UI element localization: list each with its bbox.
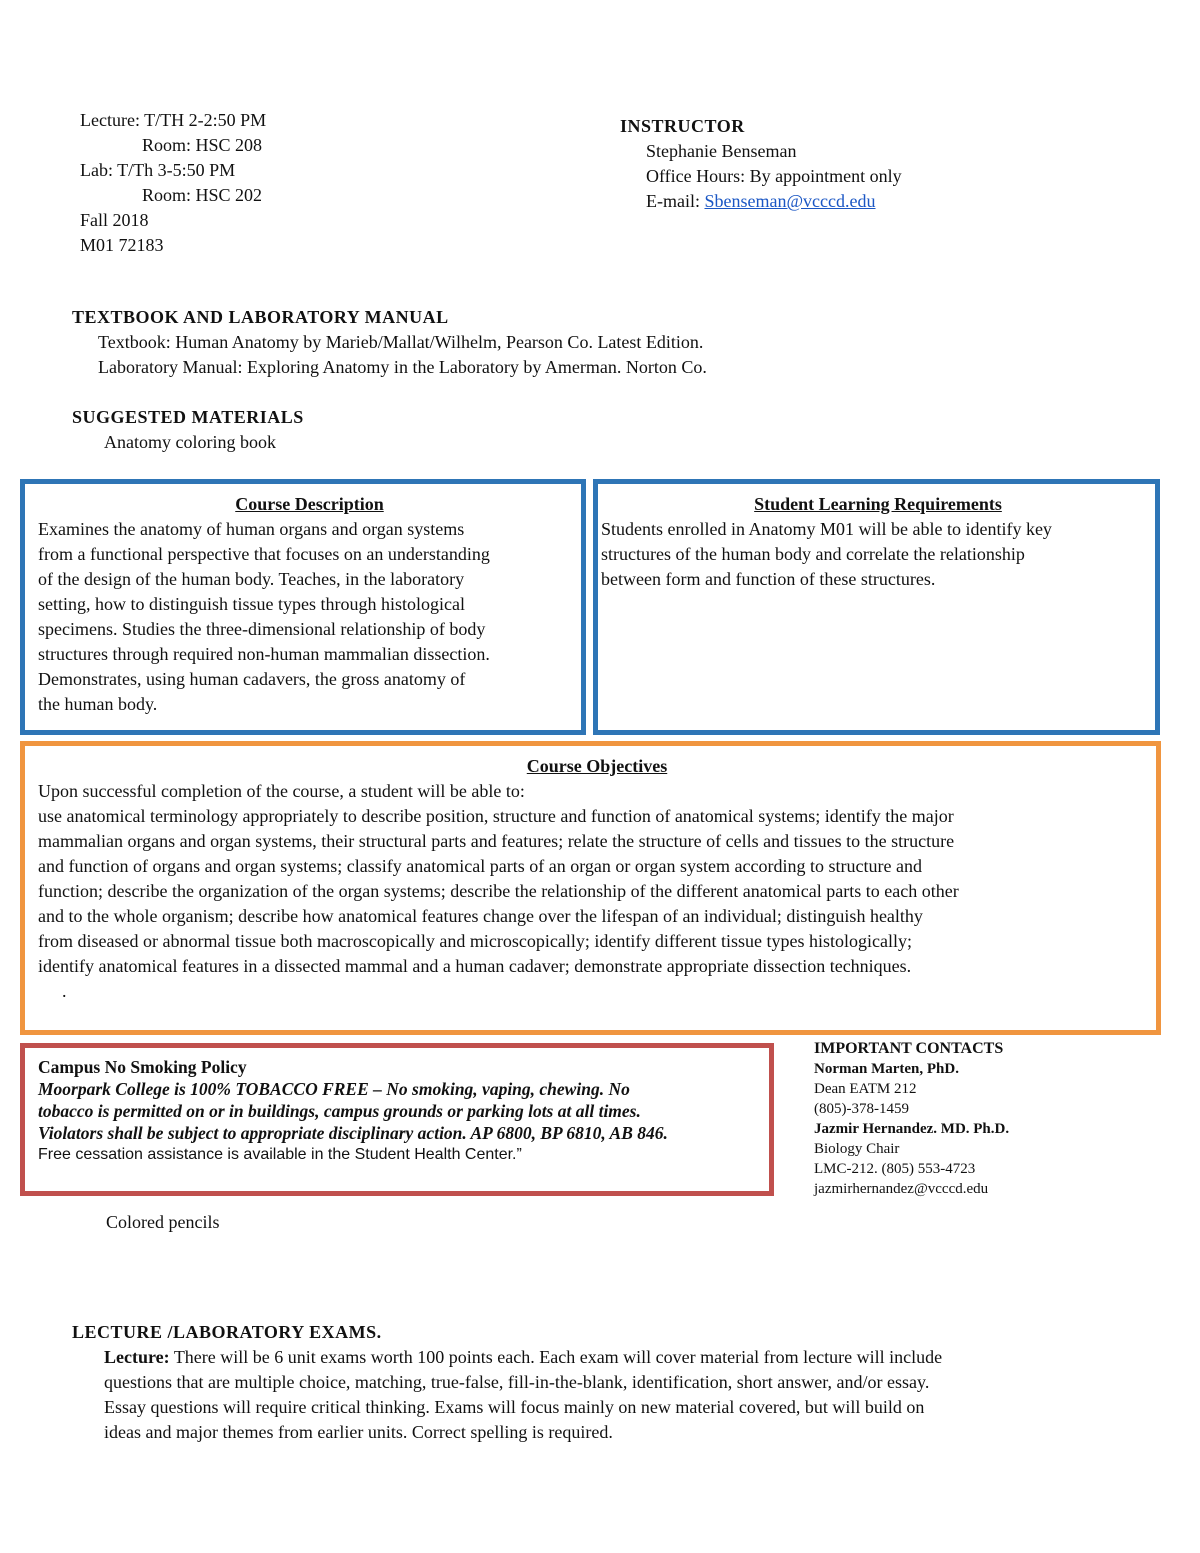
learning-requirements-text: [601, 517, 1155, 592]
important-contacts: [814, 1039, 1009, 1199]
objective-line: from diseased or abnormal tissue both macroscopically and microscopically; identify different tissue types histologically;: [38, 931, 912, 951]
smoking-policy-title: Campus No Smoking Policy: [38, 1057, 247, 1077]
lecture-room: Room: HSC 208: [142, 135, 263, 155]
textbook-entry: Textbook: Human Anatomy by Marieb/Mallat/Wilhelm, Pearson Co. Latest Edition.: [98, 332, 704, 352]
objective-line: function; describe the organization of the organ systems; describe the relationship of the different anatomical parts to each other: [38, 881, 959, 901]
course-description-box: [20, 479, 586, 735]
contact-2-role: Biology Chair: [814, 1141, 900, 1157]
course-objectives-box: [20, 741, 1161, 1035]
desc-line: Demonstrates, using human cadavers, the gross anatomy of: [38, 669, 466, 689]
office-hours: Office Hours: By appointment only: [646, 166, 902, 186]
smoking-policy-box: [20, 1043, 774, 1196]
learning-requirements-title: Student Learning Requirements: [754, 494, 1002, 514]
exam-line-text: There will be 6 unit exams worth 100 points each. Each exam will cover material from lecture will include: [169, 1347, 943, 1367]
objective-line: identify anatomical features in a dissected mammal and a human cadaver; demonstrate appropriate dissection techniques.: [38, 956, 912, 976]
contact-1-role: Dean EATM 212: [814, 1081, 917, 1097]
contacts-heading: IMPORTANT CONTACTS: [814, 1040, 1004, 1057]
exam-line: Essay questions will require critical thinking. Exams will focus mainly on new material covered, but will build on: [104, 1397, 925, 1417]
schedule-block: [80, 108, 266, 258]
req-line: Students enrolled in Anatomy M01 will be able to identify key: [601, 519, 1052, 539]
instructor-block: [620, 114, 902, 214]
objective-line: and function of organs and organ systems; classify anatomical parts of an organ or organ system according to structure and: [38, 856, 922, 876]
lecture-time: Lecture: T/TH 2-2:50 PM: [80, 110, 267, 130]
textbook-heading: TEXTBOOK AND LABORATORY MANUAL: [72, 307, 449, 327]
policy-line: Violators shall be subject to appropriate disciplinary action. AP 6800, BP 6810, AB 846.: [38, 1123, 668, 1143]
email-label: E-mail:: [646, 191, 705, 211]
desc-line: specimens. Studies the three-dimensional relationship of body: [38, 619, 486, 639]
contact-1-phone: (805)-378-1459: [814, 1101, 909, 1117]
exam-line: ideas and major themes from earlier units. Correct spelling is required.: [104, 1422, 613, 1442]
term: Fall 2018: [80, 210, 149, 230]
contact-2-phone: LMC-212. (805) 553-4723: [814, 1161, 976, 1177]
instructor-name: Stephanie Benseman: [646, 141, 797, 161]
course-description-text: [38, 517, 581, 717]
req-line: structures of the human body and correlate the relationship: [601, 544, 1025, 564]
desc-line: structures through required non-human mammalian dissection.: [38, 644, 490, 664]
course-objectives-text: [38, 779, 1156, 1004]
lab-room: Room: HSC 202: [142, 185, 263, 205]
exams-heading: LECTURE /LABORATORY EXAMS.: [72, 1322, 382, 1342]
materials-heading: SUGGESTED MATERIALS: [72, 407, 304, 427]
contact-2-name: Jazmir Hernandez. MD. Ph.D.: [814, 1121, 1010, 1137]
desc-line: Examines the anatomy of human organs and organ systems: [38, 519, 465, 539]
materials-section: [72, 405, 304, 455]
learning-requirements-box: [593, 479, 1160, 735]
contact-1-name: Norman Marten, PhD.: [814, 1061, 959, 1077]
textbook-section: [72, 305, 707, 380]
objective-line: mammalian organs and organ systems, their structural parts and features; relate the structure of cells and tissues to the structure: [38, 831, 955, 851]
desc-line: setting, how to distinguish tissue types through histological: [38, 594, 465, 614]
policy-line: tobacco is permitted on or in buildings, campus grounds or parking lots at all times.: [38, 1101, 641, 1121]
smoking-cessation-note: Free cessation assistance is available in the Student Health Center.”: [38, 1146, 522, 1163]
objective-line: and to the whole organism; describe how anatomical features change over the lifespan of an individual; distinguish healthy: [38, 906, 923, 926]
objective-line: Upon successful completion of the course, a student will be able to:: [38, 781, 525, 801]
course-description-title: Course Description: [235, 494, 384, 514]
objective-trailing-dot: .: [62, 981, 67, 1001]
course-objectives-title: Course Objectives: [526, 756, 668, 776]
email-link[interactable]: Sbenseman@vcccd.edu: [704, 191, 876, 211]
exams-section: [72, 1320, 942, 1445]
desc-line: the human body.: [38, 694, 158, 714]
lab-time: Lab: T/Th 3-5:50 PM: [80, 160, 236, 180]
material-coloring-book: Anatomy coloring book: [104, 432, 276, 452]
exam-line: [104, 1345, 942, 1370]
exam-line: questions that are multiple choice, matching, true-false, fill-in-the-blank, identification, short answer, and/or essay.: [104, 1372, 930, 1392]
desc-line: of the design of the human body. Teaches, in the laboratory: [38, 569, 465, 589]
lab-manual-entry: Laboratory Manual: Exploring Anatomy in the Laboratory by Amerman. Norton Co.: [98, 357, 707, 377]
smoking-policy-text: [38, 1078, 769, 1144]
contact-2-email: jazmirhernandez@vcccd.edu: [814, 1181, 989, 1197]
policy-line: Moorpark College is 100% TOBACCO FREE – No smoking, vaping, chewing. No: [38, 1079, 630, 1099]
desc-line: from a functional perspective that focuses on an understanding: [38, 544, 490, 564]
objective-line: use anatomical terminology appropriately to describe position, structure and function of anatomical systems; identify the major: [38, 806, 954, 826]
material-colored-pencils: Colored pencils: [106, 1212, 220, 1232]
instructor-heading: INSTRUCTOR: [620, 116, 745, 136]
req-line: between form and function of these structures.: [601, 569, 936, 589]
exam-lecture-label: Lecture:: [104, 1347, 170, 1367]
section-number: M01 72183: [80, 235, 164, 255]
email-row: [646, 189, 902, 214]
